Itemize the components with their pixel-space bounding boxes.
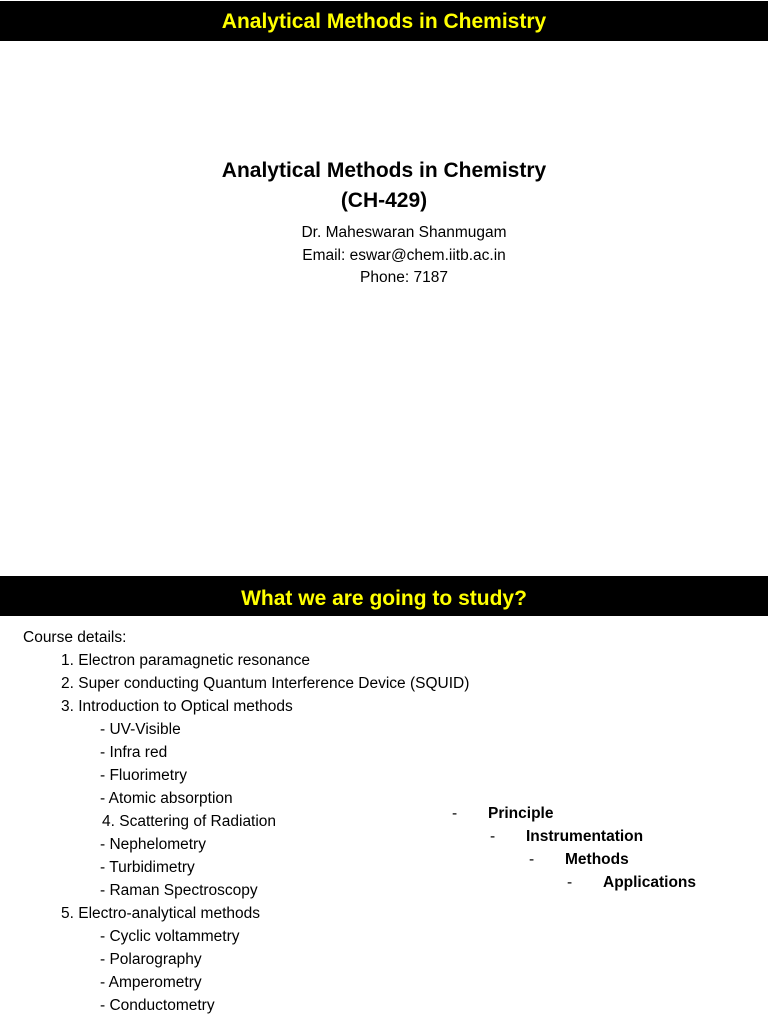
course-subitem: - Cyclic voltammetry bbox=[100, 928, 240, 945]
step-methods: Methods bbox=[565, 851, 629, 868]
slide2-banner: What we are going to study? bbox=[0, 576, 768, 616]
course-subitem: - Polarography bbox=[100, 951, 202, 968]
step-item bbox=[490, 827, 643, 847]
author-email: Email: eswar@chem.iitb.ac.in bbox=[302, 246, 506, 264]
step-principle: Principle bbox=[488, 805, 554, 822]
course-item: 2. Super conducting Quantum Interference Device (SQUID) bbox=[61, 675, 470, 692]
course-heading: Course details: bbox=[23, 629, 127, 646]
dash-bullet: - bbox=[529, 851, 535, 868]
course-slide bbox=[0, 576, 768, 1024]
course-subitem: - Turbidimetry bbox=[100, 859, 195, 876]
author-phone: Phone: 7187 bbox=[360, 269, 448, 286]
dash-bullet: - bbox=[452, 805, 458, 822]
course-code: (CH-429) bbox=[340, 189, 428, 212]
author-name: Dr. Maheswaran Shanmugam bbox=[301, 224, 507, 241]
step-applications: Applications bbox=[603, 874, 697, 891]
course-subitem: - Nephelometry bbox=[100, 836, 206, 853]
step-instrumentation: Instrumentation bbox=[526, 828, 644, 845]
contact-info bbox=[0, 222, 768, 290]
slide1-banner: Analytical Methods in Chemistry bbox=[0, 1, 768, 41]
course-item: 1. Electron paramagnetic resonance bbox=[61, 652, 311, 669]
dash-bullet: - bbox=[567, 874, 573, 891]
course-item: 5. Electro-analytical methods bbox=[61, 905, 261, 922]
course-subitem: - Amperometry bbox=[100, 974, 202, 991]
course-title: Analytical Methods in Chemistry bbox=[221, 159, 547, 182]
step-item bbox=[529, 850, 629, 870]
course-subitem: - Atomic absorption bbox=[100, 790, 233, 807]
course-subitem: - Fluorimetry bbox=[100, 767, 187, 784]
course-subitem: - Raman Spectroscopy bbox=[100, 882, 258, 899]
course-subitem: - UV-Visible bbox=[100, 721, 181, 738]
slide1-title bbox=[0, 156, 768, 216]
dash-bullet: - bbox=[490, 828, 496, 845]
course-item: 4. Scattering of Radiation bbox=[102, 813, 277, 830]
course-subitem: - Infra red bbox=[100, 744, 168, 761]
course-subitem: - Conductometry bbox=[100, 997, 215, 1014]
step-item bbox=[567, 873, 696, 893]
step-item bbox=[452, 804, 553, 824]
course-item: 3. Introduction to Optical methods bbox=[61, 698, 293, 715]
